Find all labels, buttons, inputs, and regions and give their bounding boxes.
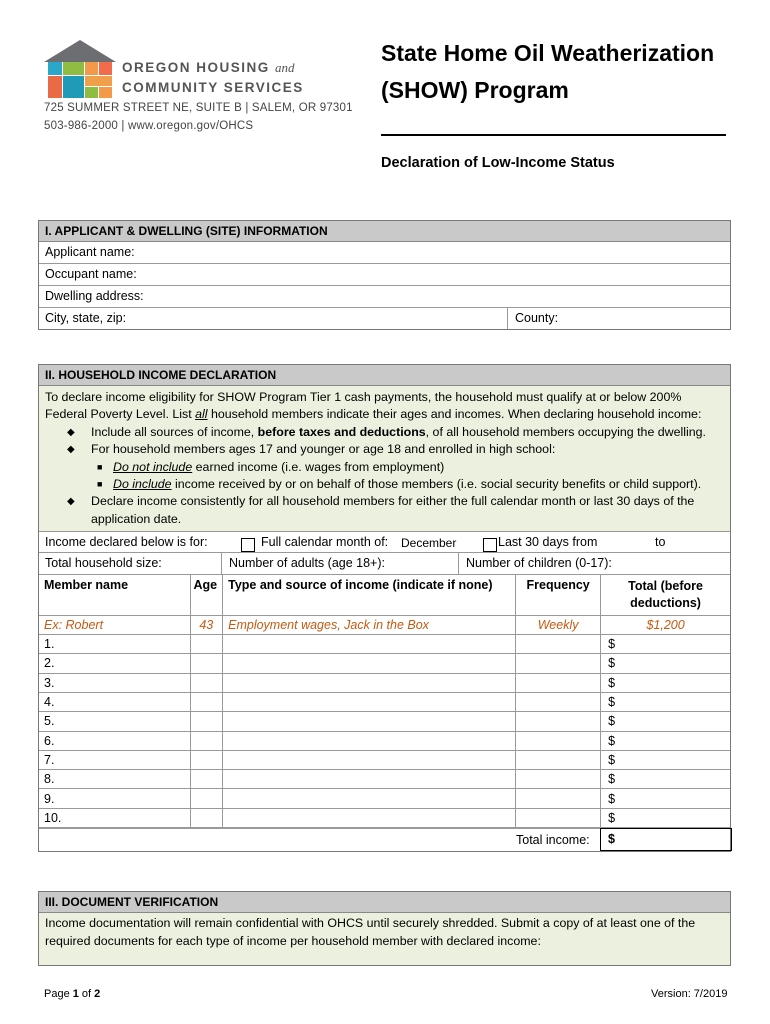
member-frequency-cell[interactable] <box>516 789 601 808</box>
member-name-cell[interactable]: 10. <box>39 808 190 827</box>
section3-header: III. DOCUMENT VERIFICATION <box>39 892 730 913</box>
member-age-cell[interactable] <box>190 770 223 789</box>
member-income-type-cell[interactable] <box>223 673 516 692</box>
form-title-line2: (SHOW) Program <box>381 77 569 103</box>
square-bullet-icon: ■ <box>97 479 103 490</box>
col-member-name: Member name <box>39 575 190 615</box>
ohcs-logo-icon <box>44 40 116 104</box>
member-name-cell[interactable]: 3. <box>39 673 190 692</box>
member-frequency-cell[interactable] <box>516 808 601 827</box>
month-value[interactable]: December <box>401 536 457 551</box>
member-name-cell[interactable]: 7. <box>39 750 190 769</box>
member-frequency-cell[interactable] <box>516 731 601 750</box>
member-total-cell[interactable]: $ <box>601 712 730 731</box>
member-age-cell[interactable] <box>190 808 223 827</box>
member-frequency-cell[interactable] <box>516 770 601 789</box>
full-month-checkbox[interactable] <box>241 538 255 552</box>
member-age-cell[interactable] <box>190 789 223 808</box>
member-row <box>39 692 730 711</box>
documents-text: Income documentation will remain confidential with OHCS until securely shredded. Submit a copy of at least one of the required documents for each type of income per household member with declared income: <box>39 913 730 965</box>
square-bullet-icon: ■ <box>97 461 103 472</box>
member-income-type-cell[interactable] <box>223 654 516 673</box>
member-total-cell[interactable]: $ <box>601 673 730 692</box>
adults-count-field[interactable]: Number of adults (age 18+): <box>222 553 459 574</box>
col-age: Age <box>190 575 223 615</box>
example-row: Ex: Robert 43 Employment wages, Jack in the Box Weekly $1,200 <box>39 615 730 634</box>
member-row <box>39 673 730 692</box>
col-frequency: Frequency <box>516 575 601 615</box>
member-name-cell[interactable]: 8. <box>39 770 190 789</box>
member-frequency-cell[interactable] <box>516 673 601 692</box>
diamond-bullet-icon: ◆ <box>67 426 75 438</box>
occupant-name-field[interactable]: Occupant name: <box>39 264 730 286</box>
member-age-cell[interactable] <box>190 750 223 769</box>
col-total: Total (before deductions) <box>601 575 730 615</box>
member-income-type-cell[interactable] <box>223 731 516 750</box>
member-total-cell[interactable]: $ <box>601 789 730 808</box>
org-address: 725 SUMMER STREET NE, SUITE B | SALEM, OR 97301 <box>44 102 353 114</box>
member-name-cell[interactable]: 4. <box>39 692 190 711</box>
member-total-cell[interactable]: $ <box>601 635 730 654</box>
org-name-line1: OREGON HOUSING and <box>122 60 295 75</box>
org-name-line2: COMMUNITY SERVICES <box>122 80 304 95</box>
member-age-cell[interactable] <box>190 731 223 750</box>
member-income-type-cell[interactable] <box>223 789 516 808</box>
diamond-bullet-icon: ◆ <box>67 444 75 456</box>
member-total-cell[interactable]: $ <box>601 770 730 789</box>
member-age-cell[interactable] <box>190 712 223 731</box>
member-frequency-cell[interactable] <box>516 712 601 731</box>
member-total-cell[interactable]: $ <box>601 654 730 673</box>
member-income-type-cell[interactable] <box>223 635 516 654</box>
member-row <box>39 654 730 673</box>
applicant-name-field[interactable]: Applicant name: <box>39 242 730 264</box>
form-title-line1: State Home Oil Weatherization <box>381 40 715 66</box>
member-total-cell[interactable]: $ <box>601 750 730 769</box>
children-count-field[interactable]: Number of children (0-17): <box>466 556 612 571</box>
member-name-cell[interactable]: 6. <box>39 731 190 750</box>
member-income-type-cell[interactable] <box>223 750 516 769</box>
member-row <box>39 770 730 789</box>
total-income-row: Total income: $ <box>39 828 730 851</box>
member-row <box>39 712 730 731</box>
member-frequency-cell[interactable] <box>516 635 601 654</box>
member-name-cell[interactable]: 5. <box>39 712 190 731</box>
city-state-zip-field[interactable]: City, state, zip: <box>39 308 508 329</box>
member-frequency-cell[interactable] <box>516 692 601 711</box>
member-total-cell[interactable]: $ <box>601 731 730 750</box>
member-name-cell[interactable]: 9. <box>39 789 190 808</box>
total-income-field[interactable]: $ <box>600 828 732 851</box>
income-table <box>39 575 730 828</box>
member-name-cell[interactable]: 1. <box>39 635 190 654</box>
member-frequency-cell[interactable] <box>516 654 601 673</box>
member-income-type-cell[interactable] <box>223 712 516 731</box>
title-rule <box>381 134 726 136</box>
member-row <box>39 731 730 750</box>
member-row <box>39 635 730 654</box>
member-age-cell[interactable] <box>190 692 223 711</box>
section1-header: I. APPLICANT & DWELLING (SITE) INFORMATION <box>39 221 730 242</box>
income-period-row: Income declared below is for: Full calendar month of: December Last 30 days from to <box>39 532 730 553</box>
member-frequency-cell[interactable] <box>516 750 601 769</box>
household-size-field[interactable]: Total household size: <box>39 553 222 574</box>
member-row <box>39 808 730 827</box>
section-applicant <box>38 220 731 330</box>
member-age-cell[interactable] <box>190 654 223 673</box>
org-contact: 503-986-2000 | www.oregon.gov/OHCS <box>44 120 254 132</box>
member-income-type-cell[interactable] <box>223 692 516 711</box>
col-income-type: Type and source of income (indicate if none) <box>223 575 516 615</box>
dwelling-address-field[interactable]: Dwelling address: <box>39 286 730 308</box>
member-income-type-cell[interactable] <box>223 770 516 789</box>
page-number: Page 1 of 2 <box>44 988 101 1000</box>
member-name-cell[interactable]: 2. <box>39 654 190 673</box>
member-row <box>39 789 730 808</box>
member-age-cell[interactable] <box>190 673 223 692</box>
version-label: Version: 7/2019 <box>651 988 728 1000</box>
member-income-type-cell[interactable] <box>223 808 516 827</box>
last-30-days-checkbox[interactable] <box>483 538 497 552</box>
form-subtitle: Declaration of Low-Income Status <box>381 155 615 171</box>
member-row <box>39 750 730 769</box>
county-field[interactable]: County: <box>515 311 559 325</box>
member-total-cell[interactable]: $ <box>601 692 730 711</box>
diamond-bullet-icon: ◆ <box>67 496 75 508</box>
section-documents <box>38 891 731 966</box>
section-income <box>38 364 731 852</box>
section2-header: II. HOUSEHOLD INCOME DECLARATION <box>39 365 730 386</box>
member-total-cell[interactable]: $ <box>601 808 730 827</box>
income-instructions: To declare income eligibility for SHOW Program Tier 1 cash payments, the household must qualify at or below 200% Federal Poverty Level. List all household members indicate their ages and incomes. When declaring household income: ◆ Include all sources of income, before taxes and deductions, of all household members occupying the dwelling. ◆ For household members ages 17 and younger or age 18 and enrolled in high school: ■ Do not include earned income (i.e. wages from employment) ■ Do include income received by or on behalf of those members (i.e. social security benefits or child support). ◆ Declare income consistently for all household members for either the full calendar month or last 30 days of the application date. <box>39 386 730 532</box>
member-age-cell[interactable] <box>190 635 223 654</box>
